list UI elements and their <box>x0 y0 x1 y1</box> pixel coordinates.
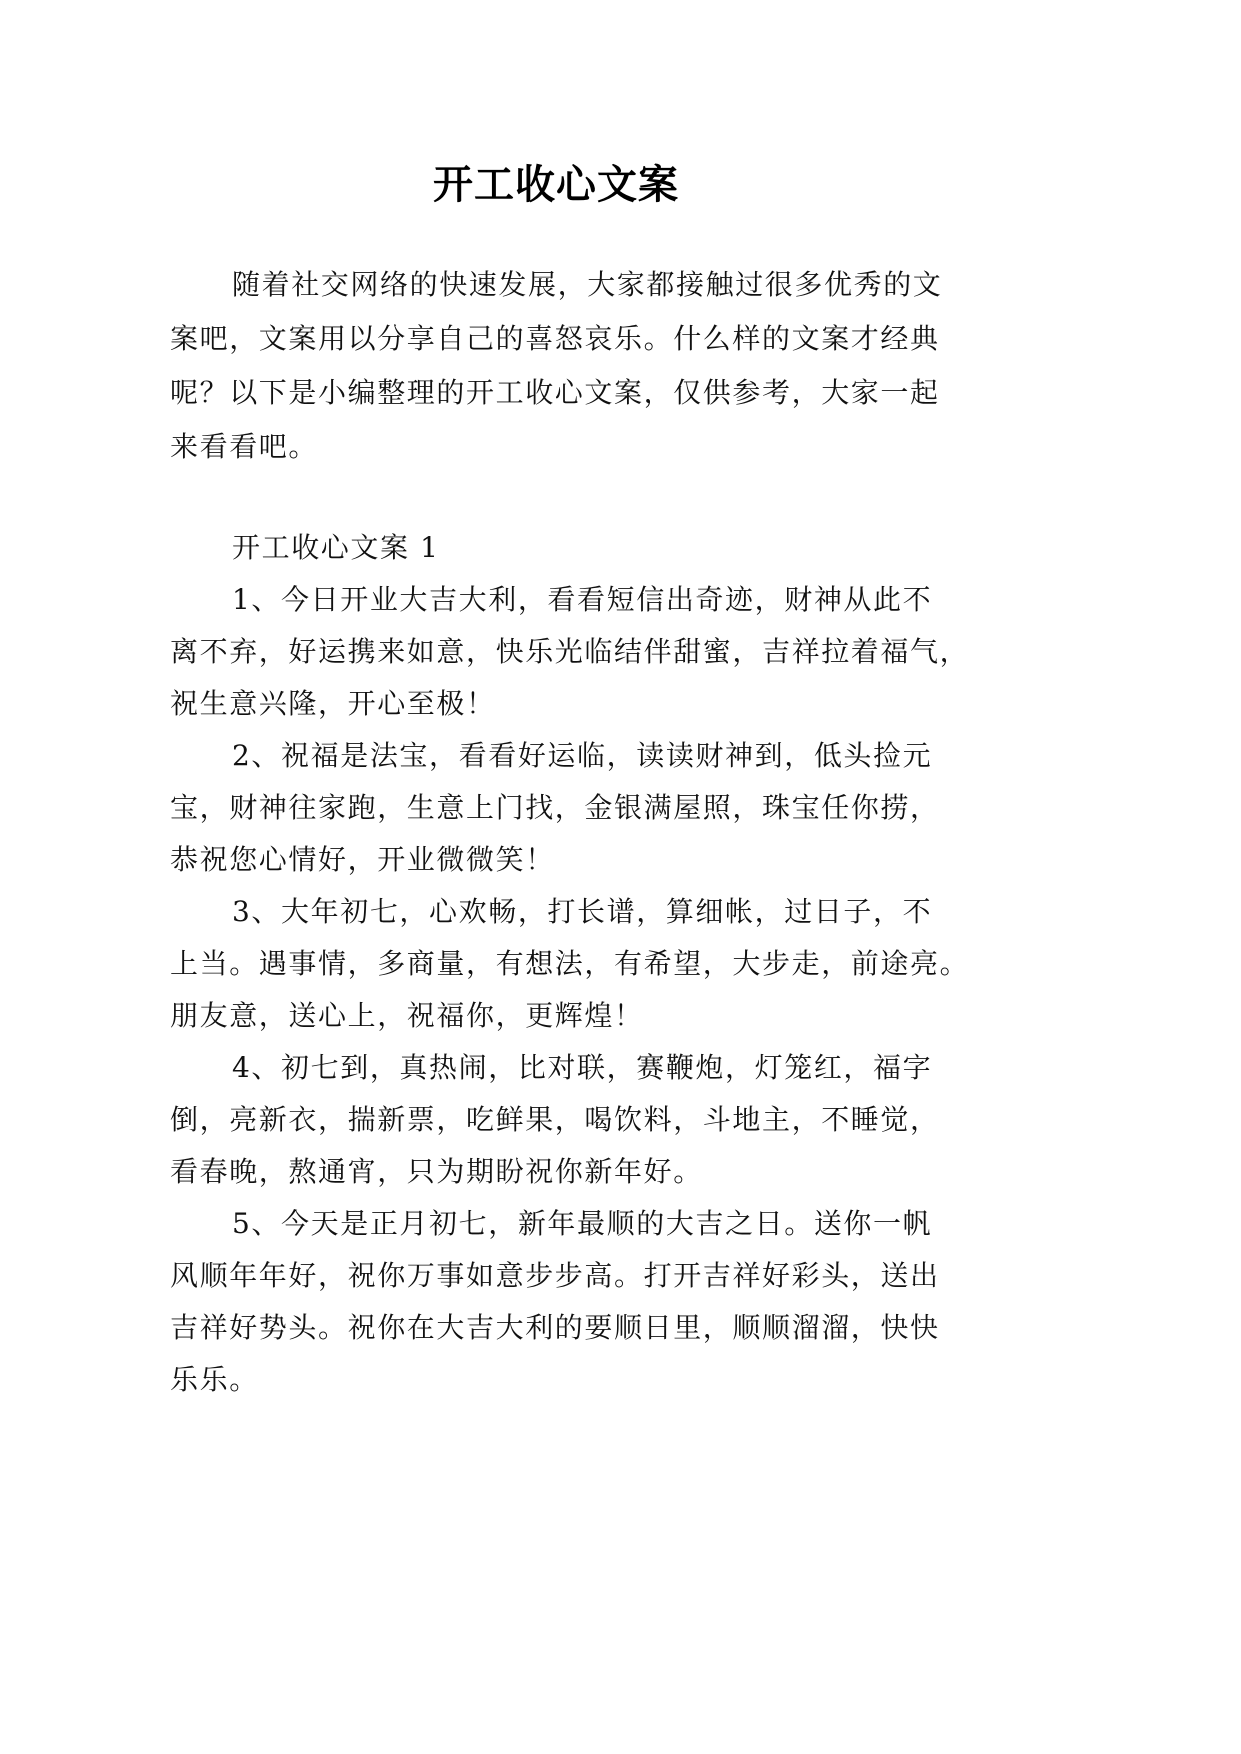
section-heading: 开工收心文案 1 <box>232 531 440 564</box>
list-item-5 <box>170 1198 950 1406</box>
page-title: 开工收心文案 <box>433 161 679 208</box>
paragraph-line: 倒，亮新衣，揣新票，吃鲜果，喝饮料，斗地主，不睡觉， <box>170 1103 940 1136</box>
list-item-2 <box>170 730 950 886</box>
title-block <box>170 155 942 215</box>
intro-line: 随着社交网络的快速发展，大家都接触过很多优秀的文 <box>232 268 943 301</box>
list-item-4 <box>170 1042 950 1198</box>
paragraph-line: 乐乐。 <box>170 1363 259 1396</box>
paragraph-line: 离不弃，好运携来如意，快乐光临结伴甜蜜，吉祥拉着福气， <box>170 635 970 668</box>
paragraph-line: 5、今天是正月初七，新年最顺的大吉之日。送你一帆 <box>232 1207 933 1240</box>
list-item-1 <box>170 574 970 730</box>
paragraph-line: 2、祝福是法宝，看看好运临，读读财神到，低头捡元 <box>232 739 933 772</box>
section <box>170 522 970 1406</box>
paragraph-line: 上当。遇事情，多商量，有想法，有希望，大步走，前途亮。 <box>170 947 970 980</box>
paragraph-line: 3、大年初七，心欢畅，打长谱，算细帐，过日子，不 <box>232 895 933 928</box>
intro-paragraph <box>170 258 950 474</box>
intro-line: 案吧，文案用以分享自己的喜怒哀乐。什么样的文案才经典 <box>170 322 940 355</box>
paragraph-line: 吉祥好势头。祝你在大吉大利的要顺日里，顺顺溜溜，快快 <box>170 1311 940 1344</box>
paragraph-line: 宝，财神往家跑，生意上门找，金银满屋照，珠宝任你捞， <box>170 791 940 824</box>
list-item-3 <box>170 886 970 1042</box>
intro-line: 呢？以下是小编整理的开工收心文案，仅供参考，大家一起 <box>170 376 940 409</box>
paragraph-line: 4、初七到，真热闹，比对联，赛鞭炮，灯笼红，福字 <box>232 1051 933 1084</box>
paragraph-line: 风顺年年好，祝你万事如意步步高。打开吉祥好彩头，送出 <box>170 1259 940 1292</box>
paragraph-line: 朋友意，送心上，祝福你，更辉煌！ <box>170 999 644 1032</box>
intro-line: 来看看吧。 <box>170 430 319 463</box>
paragraph-line: 恭祝您心情好，开业微微笑！ <box>170 843 555 876</box>
paragraph-line: 祝生意兴隆，开心至极！ <box>170 687 496 720</box>
paragraph-line: 看春晚，熬通宵，只为期盼祝你新年好。 <box>170 1155 703 1188</box>
paragraph-line: 1、今日开业大吉大利，看看短信出奇迹，财神从此不 <box>232 583 933 616</box>
